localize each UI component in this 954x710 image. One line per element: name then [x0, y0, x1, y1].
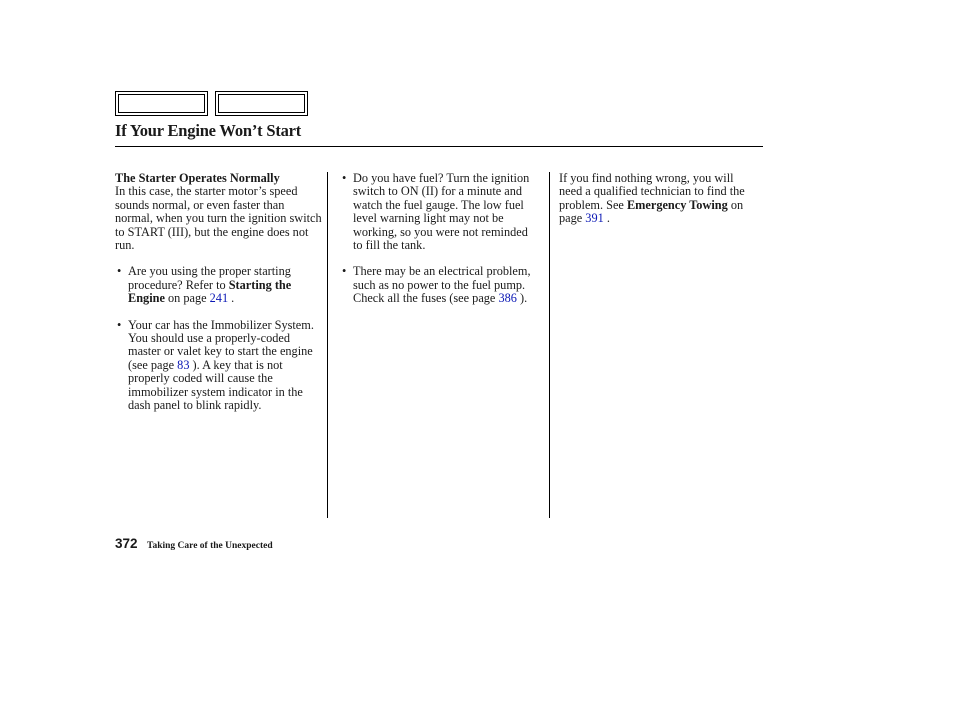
list-item-text: There may be an electrical problem, such as no power to the fuel pump. Check all the fuses (see page	[353, 264, 531, 306]
list-item	[340, 172, 540, 252]
column-2	[340, 172, 540, 306]
list-item-text: Are you using the proper starting procedure? Refer to	[128, 264, 291, 292]
column-1	[115, 172, 323, 413]
list-item-text: Do you have fuel? Turn the ignition switch to ON (II) for a minute and watch the fuel gauge. The low fuel level warning light may not be working, so you were not reminded to fill the tank.	[353, 171, 530, 253]
title-rule	[115, 146, 763, 147]
section-heading-text: The Starter Operates Normally	[115, 171, 280, 185]
bullet-icon: •	[342, 264, 347, 279]
list-item-text: Your car has the Immobilizer System. You should use a properly-coded master or valet key to start the engine (see page	[128, 317, 314, 372]
reference-emergency-towing: Emergency Towing	[626, 197, 728, 212]
nav-button-next[interactable]	[215, 91, 308, 116]
column-divider	[549, 172, 550, 518]
page-link-391[interactable]: 391	[585, 211, 604, 226]
section-name: Taking Care of the Unexpected	[147, 541, 273, 551]
list-item-text: ). A key that is not properly coded will cause the immobilizer system indicator in the dash panel to blink rapidly.	[128, 357, 303, 413]
reference-starting-the-engine: Starting the Engine	[128, 277, 292, 306]
list-item-text: ).	[516, 291, 528, 306]
page-link-241[interactable]: 241	[209, 291, 229, 306]
paragraph-text: If you find nothing wrong, you will need a qualified technician to find the problem. See	[559, 171, 745, 212]
paragraph	[559, 172, 759, 226]
page-link-386[interactable]: 386	[498, 291, 517, 306]
bullet-icon: •	[117, 317, 122, 332]
list-item	[115, 265, 323, 305]
list-item-text: on page	[164, 291, 210, 306]
bullet-icon: •	[342, 171, 347, 185]
bullet-icon: •	[117, 264, 122, 279]
paragraph-text: .	[603, 211, 610, 226]
intro-paragraph: In this case, the starter motor’s speed sounds normal, or even faster than normal, when you turn the ignition switch to START (III), but the engine does not run.	[115, 184, 322, 253]
page-title: If Your Engine Won’t Start	[115, 121, 302, 140]
column-3	[559, 172, 759, 226]
list-item	[340, 265, 540, 305]
page-number: 372	[115, 536, 138, 551]
list-item	[115, 319, 323, 413]
section-heading	[115, 172, 323, 185]
paragraph-text: on page	[559, 197, 744, 226]
list-item-text: .	[228, 291, 235, 306]
nav-button-previous[interactable]	[115, 91, 208, 116]
page-link-83[interactable]: 83	[177, 357, 190, 372]
column-divider	[327, 172, 328, 518]
